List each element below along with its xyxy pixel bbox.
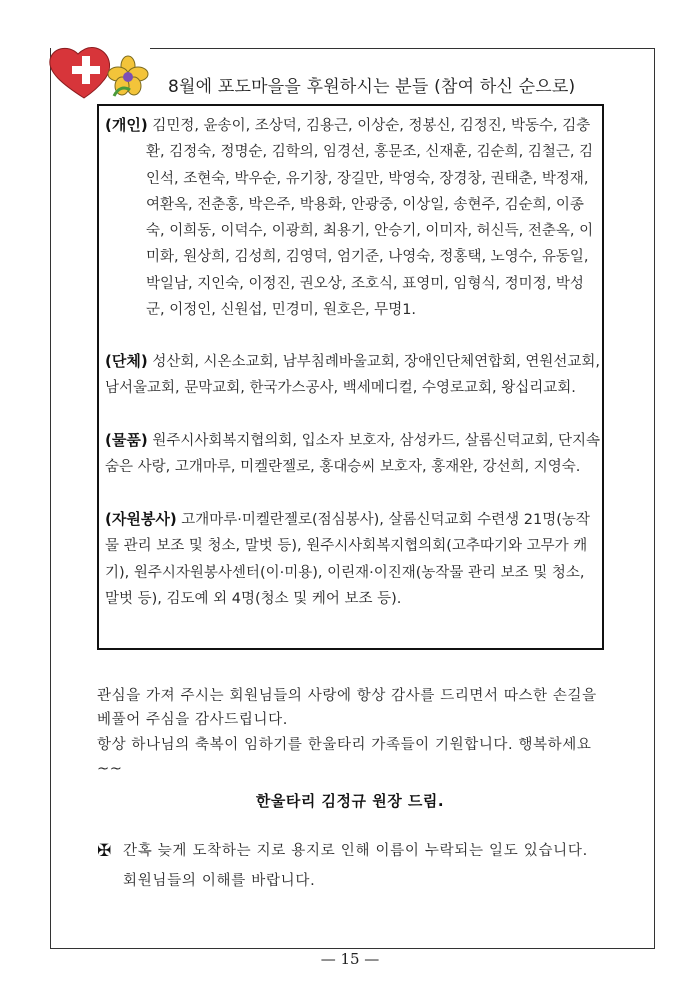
donor-list-box xyxy=(97,104,604,650)
volunteer-names: 고개마루·미켈란젤로(점심봉사), 살롬신덕교회 수련생 21명(농작물 관리 보조 및 청소, 말벗 등), 원주시사회복지협의회(고추따기와 고무가 캐기), 원주시자원봉사센터(이·미용), 이린재·이진재(농작물 관리 보조 및 청소, 말벗 등), 김도예 외 4명(청소 및 케어 보조 등). xyxy=(105,512,590,607)
page-number: — 15 — xyxy=(320,950,380,968)
donor-group-organization xyxy=(105,348,600,402)
group-label-volunteer: (자원봉사) xyxy=(105,510,177,528)
group-label-organization: (단체) xyxy=(105,352,148,370)
goods-names: 원주시사회복지협의회, 입소자 보호자, 삼성카드, 살롬신덕교회, 단지속 숨은 사랑, 고개마루, 미켈란젤로, 홍대승씨 보호자, 홍재완, 강선희, 지영숙. xyxy=(105,433,600,476)
donor-group-individual xyxy=(105,112,600,323)
heart-cross-flower-icon xyxy=(44,42,156,102)
individual-names: 김민정, 윤송이, 조상덕, 김용근, 이상순, 정봉신, 김정진, 박동수, 김충환, 김정숙, 정명순, 김학의, 임경선, 홍문조, 신재훈, 김순희, 김철근, 김인석, 조현숙, 박우순, 유기창, 장길만, 박영숙, 장경창, 권태춘, 박정재, 여환옥, 전춘홍, 박은주, 박용화, 안광중, 이상일, 송현주, 김순희, 이종숙, 이희동, 이덕수, 이광희, 최용기, 안승기, 이미자, 허신득, 전춘옥, 이미화, 원상희, 김성희, 김영덕, 엄기준, 나영숙, 정홍택, 노영수, 유동일, 박일남, 지인숙, 이정진, 권오상, 조호식, 표영미, 임형식, 정미정, 박성군, 이정인, 신원섭, 민경미, 원호은, 무명1. xyxy=(146,118,594,319)
thanks-paragraph: 관심을 가져 주시는 회원님들의 사랑에 항상 감사를 드리면서 따스한 손길을 베풀어 주심을 감사드립니다. xyxy=(97,688,597,728)
maltese-cross-icon: ✠ xyxy=(97,841,112,861)
blessing-paragraph: 항상 하나님의 축복이 임하기를 한울타리 가족들이 기원합니다. 행복하세요~~ xyxy=(97,737,592,777)
group-label-goods: (물품) xyxy=(105,431,148,449)
donor-group-volunteer xyxy=(105,506,600,612)
organization-names: 성산회, 시온소교회, 남부침례바울교회, 장애인단체연합회, 연원선교회, 남서울교회, 문막교회, 한국가스공사, 백세메디컬, 수영로교회, 왕십리교회. xyxy=(105,354,600,397)
group-label-individual: (개인) xyxy=(105,116,148,134)
notice xyxy=(97,836,607,896)
donor-group-goods xyxy=(105,427,600,481)
signature: 한울타리 김정규 원장 드림. xyxy=(255,792,445,810)
notice-text: 간혹 늦게 도착하는 지로 용지로 인해 이름이 누락되는 일도 있습니다. 회원님들의 이해를 바랍니다. xyxy=(123,843,588,889)
header-rule xyxy=(150,48,654,49)
page-title: 8월에 포도마을을 후원하시는 분들 (참여 하신 순으로) xyxy=(168,77,576,97)
